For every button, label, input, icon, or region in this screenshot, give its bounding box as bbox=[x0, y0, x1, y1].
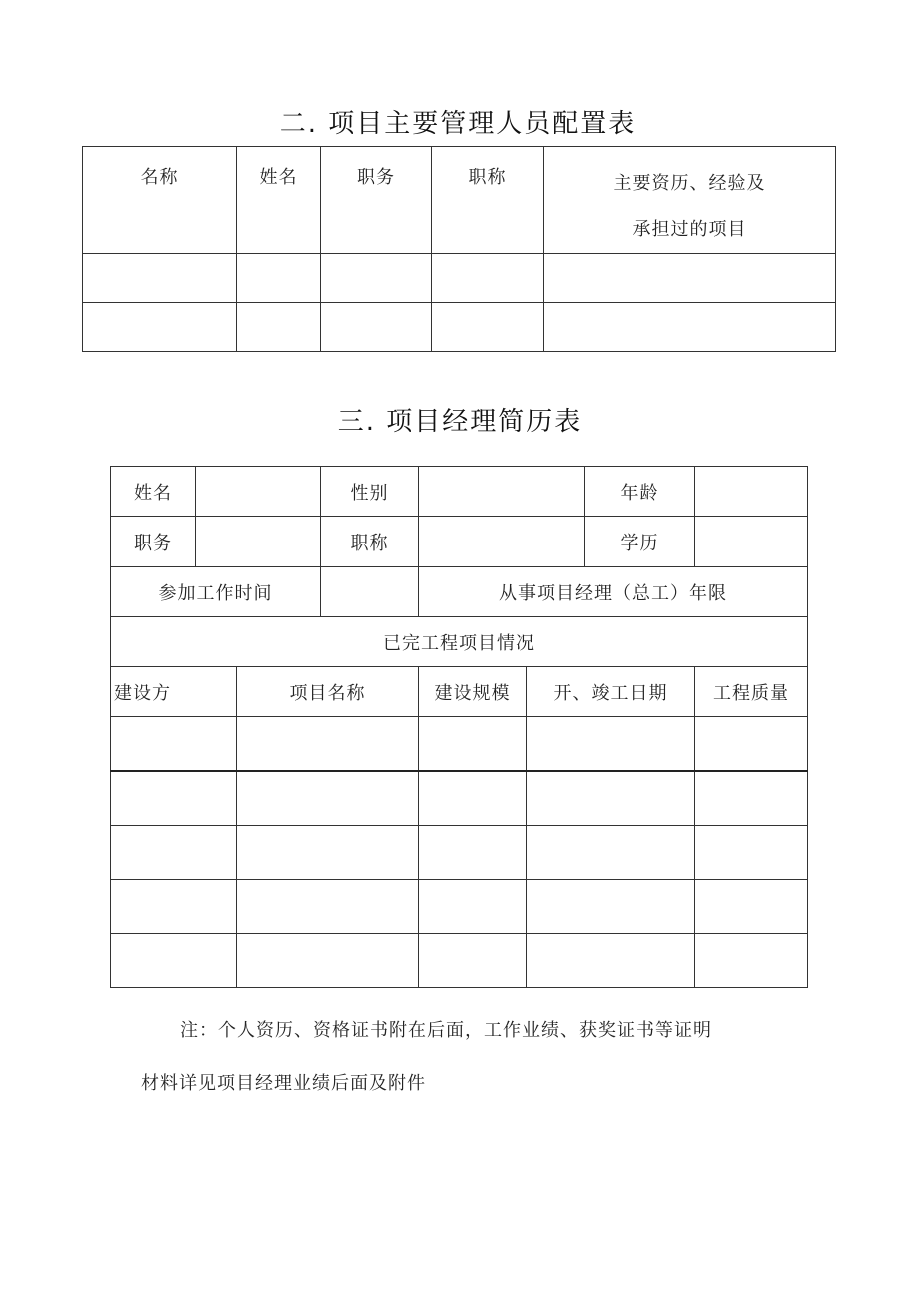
section3-title: 三. 项目经理简历表 bbox=[337, 407, 583, 437]
section2-title: 二. 项目主要管理人员配置表 bbox=[279, 109, 637, 139]
empty-cell[interactable] bbox=[432, 254, 544, 303]
empty-cell[interactable] bbox=[695, 826, 808, 880]
header-cell bbox=[237, 147, 321, 254]
education-label: 学历 bbox=[585, 517, 695, 567]
empty-cell[interactable] bbox=[237, 826, 419, 880]
header-experience-line2: 承担过的项目 bbox=[632, 219, 747, 240]
empty-cell[interactable] bbox=[321, 254, 432, 303]
empty-cell[interactable] bbox=[695, 717, 808, 772]
header-cell bbox=[321, 147, 432, 254]
name-label: 姓名 bbox=[111, 467, 196, 517]
age-label: 年龄 bbox=[585, 467, 695, 517]
col-header-project-name: 项目名称 bbox=[237, 667, 419, 717]
col-header-client: 建设方 bbox=[111, 667, 237, 717]
table-row bbox=[111, 771, 808, 826]
header-person-label: 姓名 bbox=[259, 167, 298, 188]
header-title-label: 职称 bbox=[468, 167, 507, 188]
table-row bbox=[83, 303, 836, 352]
empty-cell[interactable] bbox=[237, 717, 419, 772]
empty-cell[interactable] bbox=[237, 934, 419, 988]
col-header-dates: 开、竣工日期 bbox=[527, 667, 695, 717]
empty-cell[interactable] bbox=[527, 717, 695, 772]
empty-cell[interactable] bbox=[111, 880, 237, 934]
header-cell bbox=[544, 147, 836, 254]
empty-cell[interactable] bbox=[419, 717, 527, 772]
header-name-label: 名称 bbox=[140, 167, 179, 188]
position-value[interactable] bbox=[196, 517, 321, 567]
info-row-1 bbox=[111, 467, 808, 517]
empty-cell[interactable] bbox=[83, 254, 237, 303]
empty-cell[interactable] bbox=[695, 880, 808, 934]
position-label: 职务 bbox=[111, 517, 196, 567]
empty-cell[interactable] bbox=[321, 303, 432, 352]
info-row-2 bbox=[111, 517, 808, 567]
empty-cell[interactable] bbox=[527, 880, 695, 934]
info-row-3 bbox=[111, 567, 808, 617]
header-experience-label bbox=[544, 147, 835, 253]
title-label: 职称 bbox=[321, 517, 419, 567]
pm-years-label: 从事项目经理（总工）年限 bbox=[419, 567, 808, 617]
work-start-value[interactable] bbox=[321, 567, 419, 617]
completed-projects-heading: 已完工程项目情况 bbox=[111, 617, 808, 667]
col-header-quality: 工程质量 bbox=[695, 667, 808, 717]
empty-cell[interactable] bbox=[419, 880, 527, 934]
empty-cell[interactable] bbox=[111, 771, 237, 826]
work-start-label: 参加工作时间 bbox=[111, 567, 321, 617]
empty-cell[interactable] bbox=[419, 771, 527, 826]
gender-label: 性别 bbox=[321, 467, 419, 517]
empty-cell[interactable] bbox=[237, 771, 419, 826]
empty-cell[interactable] bbox=[544, 254, 836, 303]
empty-cell[interactable] bbox=[237, 303, 321, 352]
table-row bbox=[83, 254, 836, 303]
header-cell bbox=[432, 147, 544, 254]
title-value[interactable] bbox=[419, 517, 585, 567]
empty-cell[interactable] bbox=[237, 254, 321, 303]
empty-cell[interactable] bbox=[527, 934, 695, 988]
gender-value[interactable] bbox=[419, 467, 585, 517]
header-experience-line1: 主要资历、经验及 bbox=[613, 173, 766, 194]
completed-projects-heading-row bbox=[111, 617, 808, 667]
empty-cell[interactable] bbox=[695, 934, 808, 988]
empty-cell[interactable] bbox=[111, 717, 237, 772]
empty-cell[interactable] bbox=[695, 771, 808, 826]
projects-header-row bbox=[111, 667, 808, 717]
empty-cell[interactable] bbox=[111, 826, 237, 880]
name-value[interactable] bbox=[196, 467, 321, 517]
note-line-1: 注：个人资历、资格证书附在后面，工作业绩、获奖证书等证明 bbox=[180, 1020, 712, 1041]
col-header-scale: 建设规模 bbox=[419, 667, 527, 717]
empty-cell[interactable] bbox=[83, 303, 237, 352]
empty-cell[interactable] bbox=[419, 934, 527, 988]
age-value[interactable] bbox=[695, 467, 808, 517]
table-row bbox=[111, 880, 808, 934]
note-line-2: 材料详见项目经理业绩后面及附件 bbox=[141, 1073, 426, 1094]
empty-cell[interactable] bbox=[544, 303, 836, 352]
empty-cell[interactable] bbox=[111, 934, 237, 988]
management-staff-table bbox=[82, 146, 836, 352]
empty-cell[interactable] bbox=[237, 880, 419, 934]
empty-cell[interactable] bbox=[527, 826, 695, 880]
empty-cell[interactable] bbox=[527, 771, 695, 826]
table-header-row bbox=[83, 147, 836, 254]
empty-cell[interactable] bbox=[432, 303, 544, 352]
header-cell bbox=[83, 147, 237, 254]
header-position-label: 职务 bbox=[357, 167, 395, 188]
empty-cell[interactable] bbox=[419, 826, 527, 880]
pm-resume-table bbox=[110, 466, 808, 988]
table-row bbox=[111, 826, 808, 880]
table-row bbox=[111, 717, 808, 772]
education-value[interactable] bbox=[695, 517, 808, 567]
table-row bbox=[111, 934, 808, 988]
